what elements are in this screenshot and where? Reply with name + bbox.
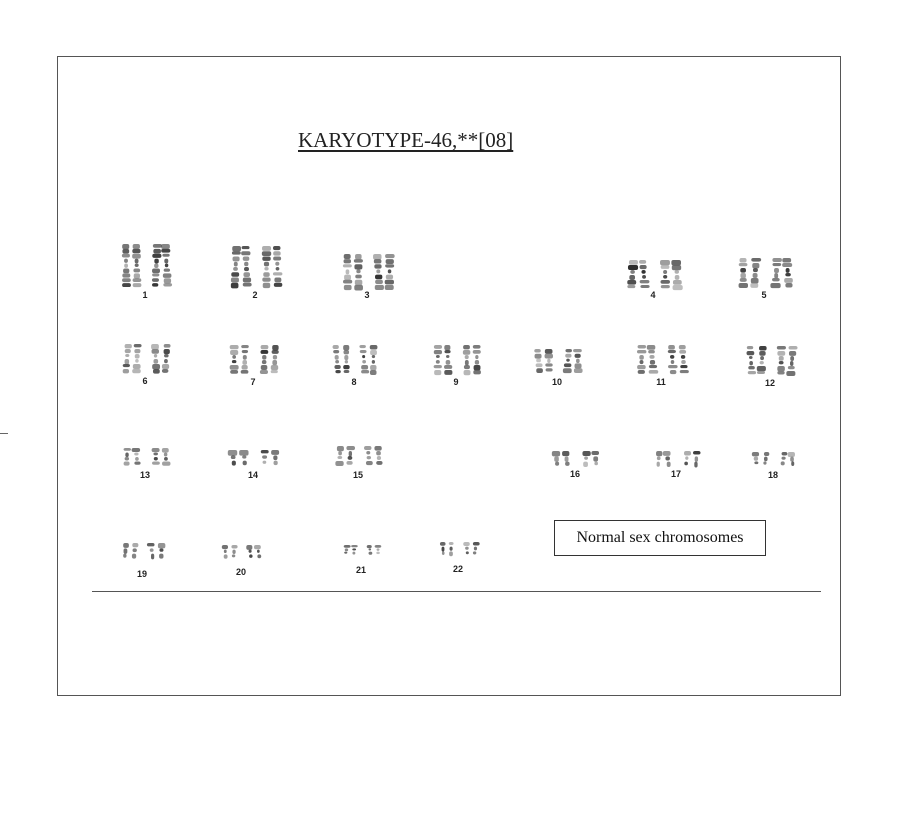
chromosome-number: 7 xyxy=(250,377,256,387)
chromosome-pair-image xyxy=(434,542,482,556)
homolog-2 xyxy=(668,345,689,374)
chromosome-21 xyxy=(337,545,385,575)
chromosome-pair-image xyxy=(327,345,381,375)
homolog-2 xyxy=(147,543,165,559)
chromosome-number: 22 xyxy=(452,564,463,574)
chromosome-number: 12 xyxy=(764,378,775,388)
homolog-1 xyxy=(440,542,454,556)
chromosome-pair-image xyxy=(115,543,169,559)
chromosome-pair-image xyxy=(223,345,283,375)
chromosome-7 xyxy=(223,345,283,387)
homolog-2 xyxy=(260,345,279,374)
homolog-1 xyxy=(123,543,138,559)
homolog-2 xyxy=(781,452,795,466)
homolog-2 xyxy=(373,254,395,290)
homolog-2 xyxy=(262,246,283,288)
chromosome-number: 10 xyxy=(551,377,562,387)
chromosome-number: 1 xyxy=(142,290,148,300)
chromosome-number: 15 xyxy=(352,470,363,480)
homolog-2 xyxy=(367,545,382,555)
homolog-1 xyxy=(343,254,363,290)
homolog-2 xyxy=(246,545,261,558)
chromosome-pair-image xyxy=(222,450,284,466)
karyotype-title: KARYOTYPE-46,**[08] xyxy=(298,128,514,152)
homolog-1 xyxy=(344,545,358,555)
chromosome-pair-image xyxy=(740,346,800,376)
homolog-1 xyxy=(228,450,249,466)
homolog-2 xyxy=(359,345,377,375)
chromosome-number: 16 xyxy=(569,469,580,479)
homolog-1 xyxy=(752,452,769,465)
sex-chromosomes-box xyxy=(554,520,766,556)
homolog-1 xyxy=(552,451,570,466)
homolog-2 xyxy=(463,345,481,375)
homolog-1 xyxy=(230,345,249,374)
homolog-1 xyxy=(627,260,649,288)
chromosome-number: 2 xyxy=(252,290,258,300)
chromosome-number: 5 xyxy=(761,290,767,300)
chromosome-number: 13 xyxy=(139,470,150,480)
chromosome-number: 4 xyxy=(650,290,656,300)
chromosome-pair-image xyxy=(336,254,398,290)
chromosome-number: 21 xyxy=(355,565,366,575)
chromosome-19 xyxy=(115,543,169,579)
chromosome-2 xyxy=(224,246,286,300)
homolog-2 xyxy=(364,446,383,465)
homolog-1 xyxy=(739,258,762,288)
chromosome-pair-image xyxy=(620,260,686,290)
chromosome-pair-image xyxy=(216,545,266,559)
chromosome-pair-image xyxy=(224,246,286,288)
sex-chromosomes-label: Normal sex chromosomes xyxy=(576,529,744,546)
chromosome-17 xyxy=(648,451,704,479)
chromosome-8 xyxy=(327,345,381,387)
chromosome-18 xyxy=(746,452,800,480)
chromosome-14 xyxy=(222,450,284,480)
chromosome-pair-image xyxy=(337,545,385,555)
karyotype-baseline xyxy=(92,591,821,592)
chromosome-number: 14 xyxy=(247,470,258,480)
left-edge-tick xyxy=(0,433,8,434)
chromosome-number: 9 xyxy=(453,377,459,387)
chromosome-pair-image xyxy=(731,258,797,288)
chromosome-number: 19 xyxy=(136,569,147,579)
homolog-2 xyxy=(463,542,479,554)
chromosome-pair-image xyxy=(746,452,800,466)
chromosome-11 xyxy=(630,345,692,387)
homolog-1 xyxy=(637,345,658,374)
chromosome-number: 8 xyxy=(351,377,357,387)
homolog-1 xyxy=(656,451,671,467)
chromosome-number: 20 xyxy=(235,567,246,577)
chromosome-pair-image xyxy=(546,451,604,467)
chromosome-pair-image xyxy=(528,349,586,373)
homolog-1 xyxy=(335,446,355,466)
chromosome-1 xyxy=(115,244,175,300)
homolog-1 xyxy=(124,448,141,466)
chromosome-10 xyxy=(528,349,586,387)
chromosome-22 xyxy=(434,542,482,574)
chromosome-pair-image xyxy=(648,451,704,467)
homolog-2 xyxy=(582,451,599,467)
chromosome-15 xyxy=(329,446,387,480)
chromosome-number: 11 xyxy=(656,377,666,387)
homolog-2 xyxy=(777,346,798,376)
homolog-1 xyxy=(222,545,238,559)
homolog-1 xyxy=(122,244,142,287)
homolog-2 xyxy=(563,349,583,373)
homolog-2 xyxy=(152,244,172,287)
chromosome-number: 17 xyxy=(670,469,681,479)
chromosome-12 xyxy=(740,346,800,388)
homolog-2 xyxy=(151,344,170,374)
chromosome-3 xyxy=(336,254,398,300)
homolog-1 xyxy=(123,344,142,373)
chromosome-number: 6 xyxy=(142,376,148,386)
homolog-2 xyxy=(261,450,279,465)
chromosome-pair-image xyxy=(116,344,174,374)
chromosome-13 xyxy=(116,448,174,480)
homolog-1 xyxy=(434,345,453,375)
chromosome-6 xyxy=(116,344,174,386)
homolog-2 xyxy=(684,451,700,467)
chromosome-pair-image xyxy=(116,448,174,466)
chromosome-5 xyxy=(731,258,797,300)
homolog-2 xyxy=(770,258,792,288)
chromosome-number: 3 xyxy=(364,290,370,300)
chromosome-number: 18 xyxy=(767,470,778,480)
homolog-1 xyxy=(747,346,767,374)
chromosome-20 xyxy=(216,545,266,577)
chromosome-9 xyxy=(427,345,485,387)
homolog-2 xyxy=(152,448,171,466)
homolog-1 xyxy=(333,345,350,373)
homolog-1 xyxy=(231,246,252,288)
chromosome-16 xyxy=(546,451,604,479)
chromosome-pair-image xyxy=(115,244,175,288)
chromosome-pair-image xyxy=(329,446,387,466)
chromosome-pair-image xyxy=(427,345,485,375)
homolog-1 xyxy=(534,349,553,373)
chromosome-pair-image xyxy=(630,345,692,375)
homolog-2 xyxy=(660,260,683,290)
chromosome-4 xyxy=(620,260,686,300)
